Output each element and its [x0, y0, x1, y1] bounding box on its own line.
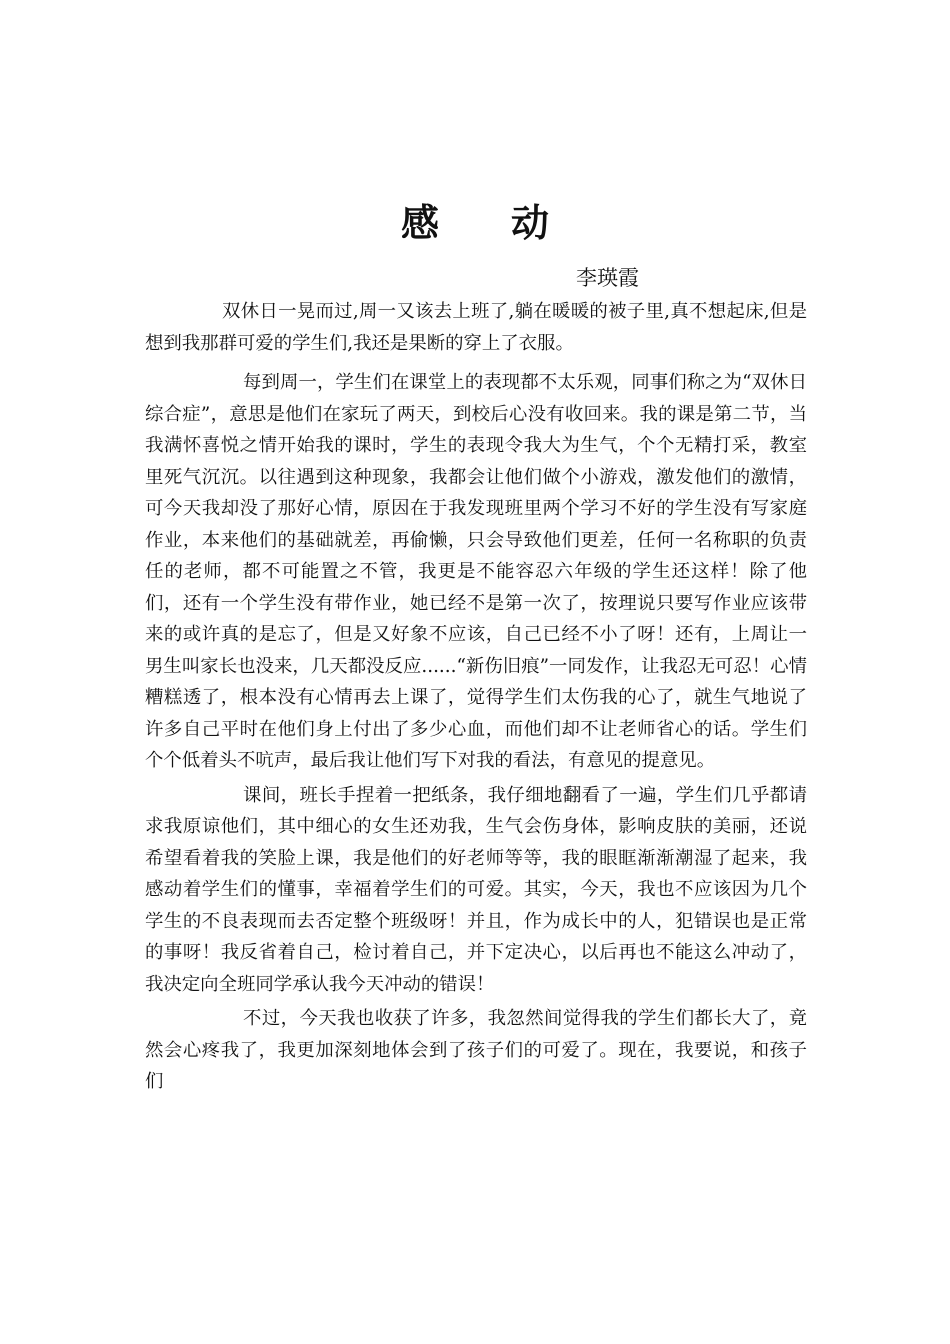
paragraph-1: 双休日一晃而过,周一又该去上班了,躺在暖暖的被子里,真不想起床,但是想到我那群可爱的学生们,我还是果断的穿上了衣服。 — [145, 301, 807, 354]
author-name: 李瑛霞 — [576, 266, 639, 290]
paragraph-2: 每到周一，学生们在课堂上的表现都不太乐观，同事们称之为“双休日综合症”，意思是他们在家玩了两天，到校后心没有收回来。我的课是第二节，当我满怀喜悦之情开始我的课时，学生的表现令我大为生气，个个无精打采，教室里死气沉沉。以往遇到这种现象，我都会让他们做个小游戏，激发他们的激情，可今天我却没了那好心情，原因在于我发现班里两个学习不好的学生没有写家庭作业，本来他们的基础就差，再偷懒，只会导致他们更差，任何一名称职的负责任的老师，都不可能置之不管，我更是不能容忍六年级的学生还这样！除了他们，还有一个学生没有带作业，她已经不是第一次了，按理说只要写作业应该带来的或许真的是忘了，但是又好象不应该，自己已经不小了呀！还有，上周让一男生叫家长也没来，几天都没反应......“新伤旧痕”一同发作，让我忍无可忍！心情糟糕透了，根本没有心情再去上课了，觉得学生们太伤我的心了，就生气地说了许多自己平时在他们身上付出了多少心血，而他们却不让老师省心的话。学生们个个低着头不吭声，最后我让他们写下对我的看法，有意见的提意见。 — [145, 372, 807, 771]
document-title — [0, 192, 950, 247]
title-char-1: 感 — [400, 201, 439, 245]
article-body — [145, 296, 807, 1098]
paragraph-3: 课间，班长手捏着一把纸条，我仔细地翻看了一遍，学生们几乎都请求我原谅他们，其中细心的女生还劝我，生气会伤身体，影响皮肤的美丽，还说希望看着我的笑脸上课，我是他们的好老师等等，我的眼眶渐渐潮湿了起来，我感动着学生们的懂事，幸福着学生们的可爱。其实，今天，我也不应该因为几个学生的不良表现而去否定整个班级呀！并且，作为成长中的人，犯错误也是正常的事呀！我反省着自己，检讨着自己，并下定决心，以后再也不能这么冲动了，我决定向全班同学承认我今天冲动的错误！ — [145, 784, 807, 995]
paragraph-4: 不过，今天我也收获了许多，我忽然间觉得我的学生们都长大了，竟然会心疼我了，我更加深刻地体会到了孩子们的可爱了。现在，我要说，和孩子们 — [145, 1008, 807, 1092]
title-char-2: 动 — [511, 201, 550, 245]
